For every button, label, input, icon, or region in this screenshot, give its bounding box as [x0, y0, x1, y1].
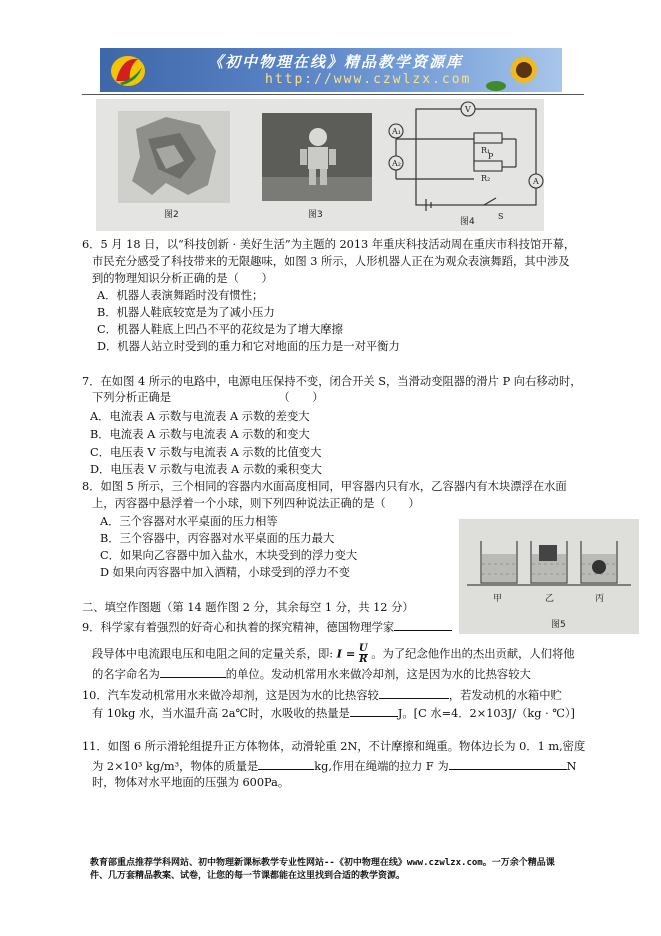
header-title: 《初中物理在线》精品教学资源库	[208, 53, 464, 71]
sunflower-icon	[484, 48, 558, 92]
fig3-caption: 图3	[308, 210, 323, 220]
q8-line2: 上，丙容器中悬浮着一个小球，则下列四种说法正确的是（ ）	[92, 497, 420, 510]
q7-option-b: B．电流表 A 示数与电流表 A 示数的和变大	[90, 428, 310, 441]
q9-line1-text: 9．科学家有着强烈的好奇心和执着的探究精神，德国物理学家	[82, 621, 395, 634]
fig5-label-yi: 乙	[545, 594, 555, 604]
site-logo-icon	[108, 51, 148, 89]
figure-5	[459, 519, 639, 634]
figure-strip	[96, 99, 544, 231]
q11-blank-2[interactable]	[449, 758, 567, 770]
q7-option-c: C．电压表 V 示数与电流表 A 示数的比值变大	[90, 446, 322, 459]
q6-option-a: A．机器人表演舞蹈时没有惯性；	[97, 289, 264, 302]
q9-blank-1[interactable]	[394, 619, 452, 631]
q8-line1: 8．如图 5 所示，三个相同的容器内水面高度相同，甲容器内只有水，乙容器内有木块漂浮在水面	[82, 480, 567, 493]
q6-line1: 6．5 月 18 日，以“科技创新 · 美好生活”为主题的 2013 年重庆科技活动周在重庆市科技馆开幕，	[82, 238, 576, 251]
fig4-label-a2: A₂	[392, 159, 401, 168]
fig5-label-jia: 甲	[493, 594, 503, 604]
fig4-label-p: P	[488, 152, 494, 161]
q7-option-a: A．电流表 A 示数与电流表 A 示数的差变大	[90, 410, 310, 423]
q11-line3: 时，物体对水平地面的压强为 600Pa。	[92, 776, 290, 789]
fig5-label-bing: 丙	[595, 594, 605, 604]
fig4-label-r1: R₁	[481, 146, 491, 155]
q6-option-c: C．机器人鞋底上凹凸不平的花纹是为了增大摩擦	[97, 323, 343, 336]
q9-line1	[82, 619, 452, 635]
q7-line2: 下列分析正确是 （ ）	[92, 391, 324, 404]
q6-line2: 市民充分感受了科技带来的无限趣味，如图 3 所示，人形机器人正在为观众表演舞蹈，其中涉及	[92, 255, 570, 268]
q10-line2	[92, 705, 575, 721]
fig4-label-s: S	[498, 212, 504, 221]
footer-line2: 件、几万套精品教案、试卷，让您的每一节课都能在这里找到合适的教学资源。	[90, 871, 406, 881]
q8-option-b: B．三个容器中，丙容器对水平桌面的压力最大	[100, 532, 335, 545]
q9-line2-text: 段导体中电流跟电压和电阻之间的定量关系，即:	[92, 647, 334, 661]
fig4-caption: 图4	[460, 217, 475, 227]
fig4-label-v: V	[465, 105, 471, 114]
section2-heading: 二、填空作图题（第 14 题作图 2 分，其余每空 1 分，共 12 分）	[82, 601, 414, 614]
q11-line1: 11．如图 6 所示滑轮组提升正方体物体，动滑轮重 2N，不计摩擦和绳重。物体边长为 0．1 m,密度	[82, 740, 586, 753]
q9-formula-denominator: R	[359, 654, 368, 665]
header-banner	[100, 48, 562, 92]
fig5-containers	[459, 519, 639, 634]
fig4-label-a1: A₁	[392, 127, 401, 136]
q6-line3: 到的物理知识分析正确的是（ ）	[92, 272, 273, 285]
q11-line2-mid: kg,作用在绳端的拉力 F 为	[314, 760, 449, 773]
q8-option-a: A．三个容器对水平桌面的压力相等	[100, 515, 278, 528]
q8-option-c: C．如果向乙容器中加入盐水，木块受到的浮力变大	[100, 549, 358, 562]
q10-blank-1[interactable]	[379, 687, 449, 699]
q10-line1	[82, 687, 562, 703]
fig2-caption: 图2	[164, 210, 179, 220]
q8-option-d: D 如果向丙容器中加入酒精，小球受到的浮力不变	[100, 566, 350, 579]
q9-blank-2[interactable]	[160, 666, 226, 678]
q9-formula-numerator: U	[358, 643, 368, 654]
q9-formula-fraction	[359, 644, 368, 665]
fig4-label-a: A	[533, 177, 539, 186]
header-url[interactable]: http://www.czwlzx.com	[265, 72, 472, 87]
q6-option-b: B．机器人鞋底较宽是为了减小压力	[97, 306, 275, 319]
fig4-label-r2: R₂	[481, 174, 491, 183]
q7-line1: 7．在如图 4 所示的电路中，电源电压保持不变，闭合开关 S，当滑动变阻器的滑片 P 向右移动时，	[82, 375, 582, 388]
fig5-caption: 图5	[551, 620, 566, 630]
q11-line2-text: 为 2×10³ kg/m³，物体的质量是	[92, 760, 259, 773]
q10-line1-text: 10．汽车发动机常用水来做冷却剂，这是因为水的比热容较	[82, 689, 379, 702]
q10-line2-end: J。[C 水=4．2×103J/（kg · ℃）]	[397, 707, 575, 720]
q10-line2-text: 有 10kg 水，当水温升高 2a℃时，水吸收的热量是	[92, 707, 350, 720]
q7-option-d: D．电压表 V 示数与电流表 A 示数的乘积变大	[90, 463, 322, 476]
q11-line2	[92, 758, 577, 774]
figures-2-3-4	[96, 99, 544, 231]
q11-line2-end: N	[566, 760, 577, 773]
q6-option-d: D．机器人站立时受到的重力和它对地面的压力是一对平衡力	[97, 340, 400, 353]
header-divider	[82, 94, 584, 95]
q9-formula-lhs: I =	[336, 646, 356, 661]
q11-blank-1[interactable]	[258, 758, 314, 770]
q10-blank-2[interactable]	[350, 705, 398, 717]
footer-line1: 教育部重点推荐学科网站、初中物理新课标教学专业性网站--《初中物理在线》www.czwlzx.com。一万余个精品课	[90, 858, 555, 868]
q9-line3-text: 的名字命名为	[92, 668, 160, 681]
q9-line3-end: 的单位。发动机常用水来做冷却剂，这是因为水的比热容较大	[225, 668, 531, 681]
q9-line2	[92, 644, 575, 665]
q9-line2-end: 。为了纪念他作出的杰出贡献，人们将他	[371, 647, 575, 661]
q9-line3	[92, 666, 531, 682]
q10-line1-end: ，若发动机的水箱中贮	[448, 689, 562, 702]
